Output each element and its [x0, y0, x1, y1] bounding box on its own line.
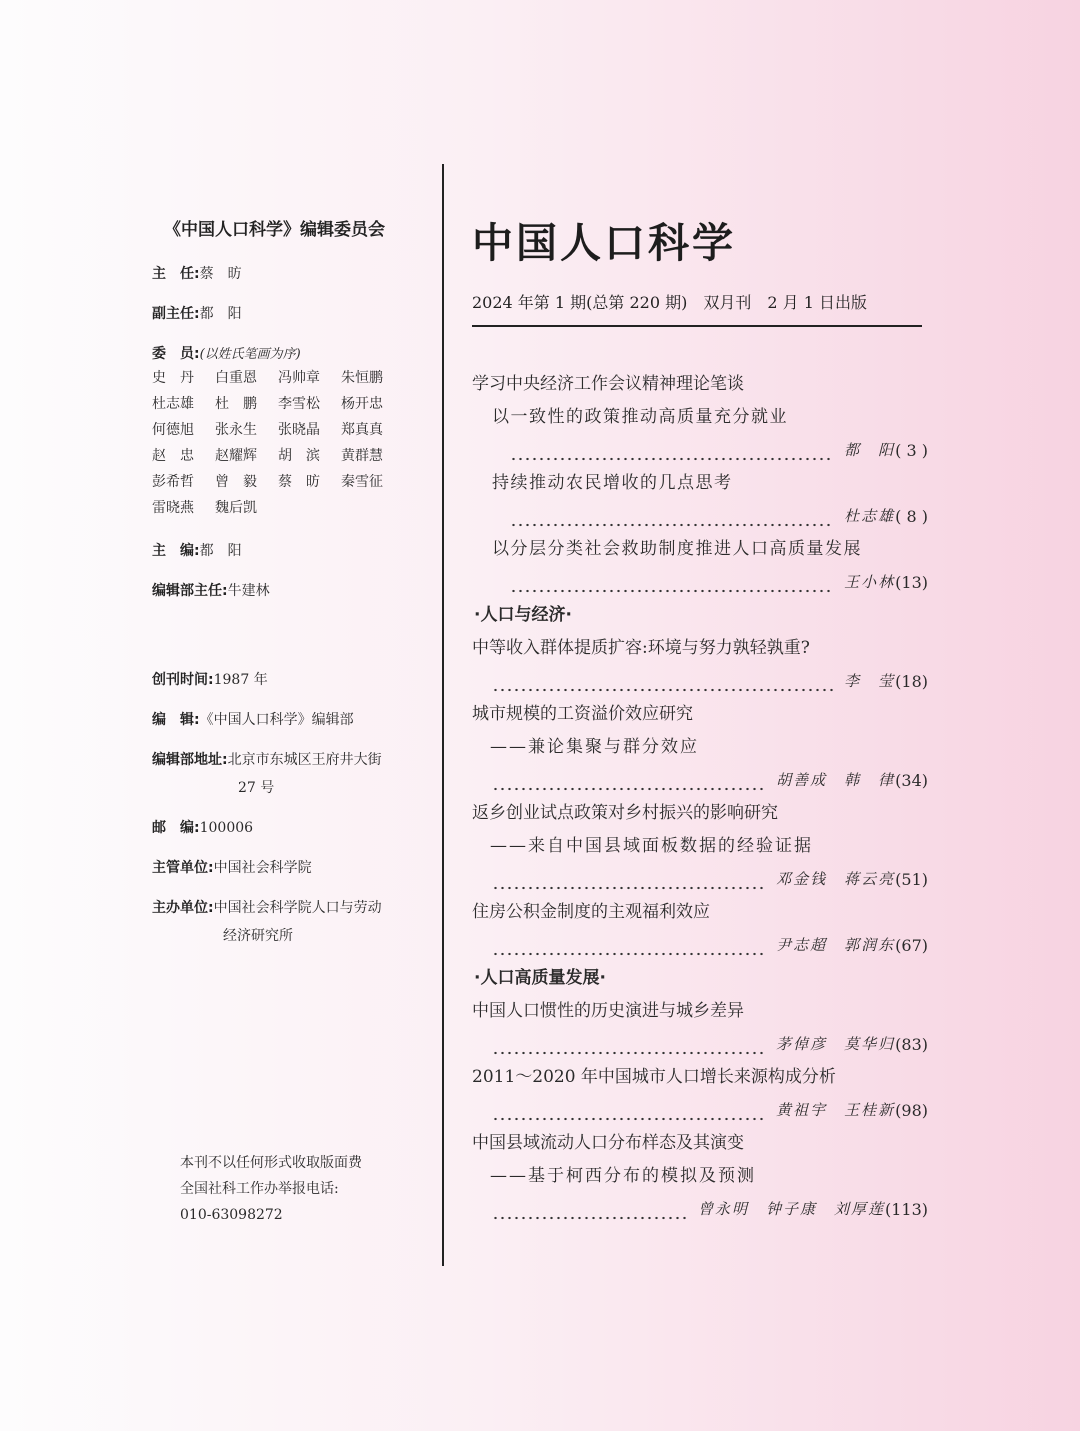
address-line1: 北京市东城区王府井大街 [227, 752, 382, 768]
member-name: 张永生 [215, 422, 257, 438]
sponsor-line1: 中国社会科学院人口与劳动 [213, 900, 382, 916]
founded-label: 创刊时间: [152, 672, 214, 688]
toc-entry-leader [472, 665, 928, 698]
toc-authors: 李 莹 [844, 672, 896, 690]
member-name: 杨开忠 [341, 396, 383, 412]
supervisor-row [152, 858, 424, 878]
editor-label: 编 辑: [152, 712, 200, 728]
toc-entry-leader [472, 764, 928, 797]
toc-page: ( 8 ) [895, 507, 928, 526]
toc-page: (34) [895, 771, 928, 790]
member-name: 蔡 昉 [278, 474, 320, 490]
dot-leader [492, 665, 834, 698]
toc-entry-leader [472, 929, 928, 962]
toc-article-title[interactable]: 以一致性的政策推动高质量充分就业 [492, 407, 788, 427]
toc-entry-leader [472, 500, 928, 533]
toc-article-subtitle: ——来自中国县域面板数据的经验证据 [490, 836, 813, 856]
toc-article-title[interactable]: 持续推动农民增收的几点思考 [492, 473, 733, 493]
member-name: 何德旭 [152, 422, 194, 438]
member-name: 李雪松 [278, 396, 320, 412]
founded-value: 1987 年 [213, 672, 268, 688]
dot-leader [492, 863, 766, 896]
sponsor-label: 主办单位: [152, 900, 214, 916]
toc-entry-leader [472, 434, 928, 467]
toc-authors: 胡善成 韩 律 [776, 771, 896, 789]
toc-entry-leader [472, 566, 928, 599]
member-name: 胡 滨 [278, 448, 320, 464]
editor-value: 《中国人口科学》编辑部 [199, 712, 354, 728]
toc-article-title[interactable]: 中国人口惯性的历史演进与城乡差异 [472, 1001, 744, 1021]
member-name: 黄群慧 [341, 448, 383, 464]
toc-page: (67) [895, 936, 928, 955]
column-divider [442, 164, 444, 1266]
sponsor-line2: 经济研究所 [223, 928, 293, 944]
notice-phone: 010-63098272 [180, 1207, 283, 1223]
director-label: 主 任: [152, 266, 200, 282]
member-name: 彭希哲 [152, 474, 194, 490]
member-name: 朱恒鹏 [341, 370, 383, 386]
toc-article-title[interactable]: 以分层分类社会救助制度推进人口高质量发展 [492, 539, 862, 559]
dot-leader [510, 434, 834, 467]
toc-entry-leader [472, 1193, 928, 1226]
header-rule [472, 325, 922, 327]
table-of-contents [472, 368, 928, 1226]
supervisor-label: 主管单位: [152, 860, 214, 876]
member-name: 曾 毅 [215, 474, 257, 490]
dot-leader [492, 929, 766, 962]
deputy-director-label: 副主任: [152, 306, 200, 322]
editor-in-chief-label: 主 编: [152, 543, 200, 559]
toc-authors: 黄祖宇 王桂新 [776, 1101, 896, 1119]
dot-leader [492, 1193, 688, 1226]
toc-article-subtitle: ——兼论集聚与群分效应 [490, 737, 699, 757]
toc-page: ( 3 ) [895, 441, 928, 460]
editor-in-chief-name: 都 阳 [199, 543, 242, 559]
toc-article-title[interactable]: 中国县域流动人口分布样态及其演变 [472, 1133, 744, 1153]
toc-page: (13) [895, 573, 928, 592]
member-name: 魏后凯 [215, 500, 257, 516]
toc-authors: 尹志超 郭润东 [776, 936, 896, 954]
postcode-row [152, 818, 424, 838]
members-row [152, 344, 424, 365]
toc-article-subtitle: ——基于柯西分布的模拟及预测 [490, 1166, 756, 1186]
dot-leader [492, 764, 766, 797]
toc-article-title[interactable]: 2011～2020 年中国城市人口增长来源构成分析 [472, 1067, 836, 1087]
dot-leader [492, 1028, 766, 1061]
member-name: 雷晓燕 [152, 500, 194, 516]
toc-page: (51) [895, 870, 928, 889]
toc-entry-leader [472, 863, 928, 896]
editorial-board-title: 《中国人口科学》编辑委员会 [164, 220, 385, 240]
member-name: 冯帅章 [278, 370, 320, 386]
deputy-director-name: 都 阳 [199, 306, 242, 322]
director-row [152, 264, 424, 284]
members-note: (以姓氏笔画为序) [199, 347, 301, 362]
deputy-director-row [152, 304, 424, 324]
founded-row [152, 670, 424, 690]
editorial-board-column [152, 216, 424, 946]
member-name: 白重恩 [215, 370, 257, 386]
dot-leader [510, 500, 834, 533]
toc-article-title[interactable]: 城市规模的工资溢价效应研究 [472, 704, 693, 724]
director-name: 蔡 昉 [199, 266, 242, 282]
member-name: 秦雪征 [341, 474, 383, 490]
member-name: 杜志雄 [152, 396, 194, 412]
office-director-name: 牛建林 [227, 583, 270, 599]
supervisor-value: 中国社会科学院 [213, 860, 312, 876]
member-name: 赵耀辉 [215, 448, 257, 464]
toc-section-title[interactable]: 学习中央经济工作会议精神理论笔谈 [472, 374, 744, 394]
member-name: 赵 忠 [152, 448, 194, 464]
journal-title: 中国人口科学 [472, 219, 736, 267]
editor-in-chief-row [152, 541, 424, 561]
journal-header [472, 210, 928, 327]
postcode-value: 100006 [199, 820, 254, 836]
office-director-label: 编辑部主任: [152, 583, 228, 599]
toc-authors: 邓金钱 蒋云亮 [776, 870, 896, 888]
address-row [152, 750, 424, 770]
editor-row [152, 710, 424, 730]
dot-leader [510, 566, 834, 599]
members-label: 委 员: [152, 346, 200, 362]
member-name: 郑真真 [341, 422, 383, 438]
sponsor-row [152, 898, 424, 918]
member-name: 史 丹 [152, 370, 194, 386]
toc-section-header: ·人口与经济· [474, 605, 572, 625]
toc-article-title[interactable]: 返乡创业试点政策对乡村振兴的影响研究 [472, 803, 778, 823]
toc-article-title[interactable]: 中等收入群体提质扩容:环境与努力孰轻孰重? [472, 638, 810, 658]
dot-leader [492, 1094, 766, 1127]
toc-authors: 王小林 [844, 573, 896, 591]
toc-article-title[interactable]: 住房公积金制度的主观福利效应 [472, 902, 710, 922]
toc-authors: 茅倬彦 莫华归 [776, 1035, 896, 1053]
toc-authors: 曾永明 钟子康 刘厚莲 [697, 1200, 885, 1218]
member-name: 张晓晶 [278, 422, 320, 438]
address-label: 编辑部地址: [152, 752, 228, 768]
toc-page: (98) [895, 1101, 928, 1120]
member-name: 杜 鹏 [215, 396, 257, 412]
notice-line: 全国社科工作办举报电话: [180, 1181, 339, 1197]
toc-entry-leader [472, 1028, 928, 1061]
fee-notice [180, 1150, 420, 1228]
notice-line: 本刊不以任何形式收取版面费 [180, 1155, 362, 1171]
toc-authors: 都 阳 [844, 441, 896, 459]
toc-entry-leader [472, 1094, 928, 1127]
toc-section-header: ·人口高质量发展· [474, 968, 606, 988]
toc-page: (18) [895, 672, 928, 691]
postcode-label: 邮 编: [152, 820, 200, 836]
members-list [152, 365, 424, 521]
issue-info: 2024 年第 1 期(总第 220 期) 双月刊 2 月 1 日出版 [472, 293, 867, 312]
toc-authors: 杜志雄 [844, 507, 896, 525]
toc-page: (83) [895, 1035, 928, 1054]
toc-page: (113) [884, 1200, 928, 1219]
address-line2: 27 号 [238, 780, 275, 796]
office-director-row [152, 581, 424, 601]
